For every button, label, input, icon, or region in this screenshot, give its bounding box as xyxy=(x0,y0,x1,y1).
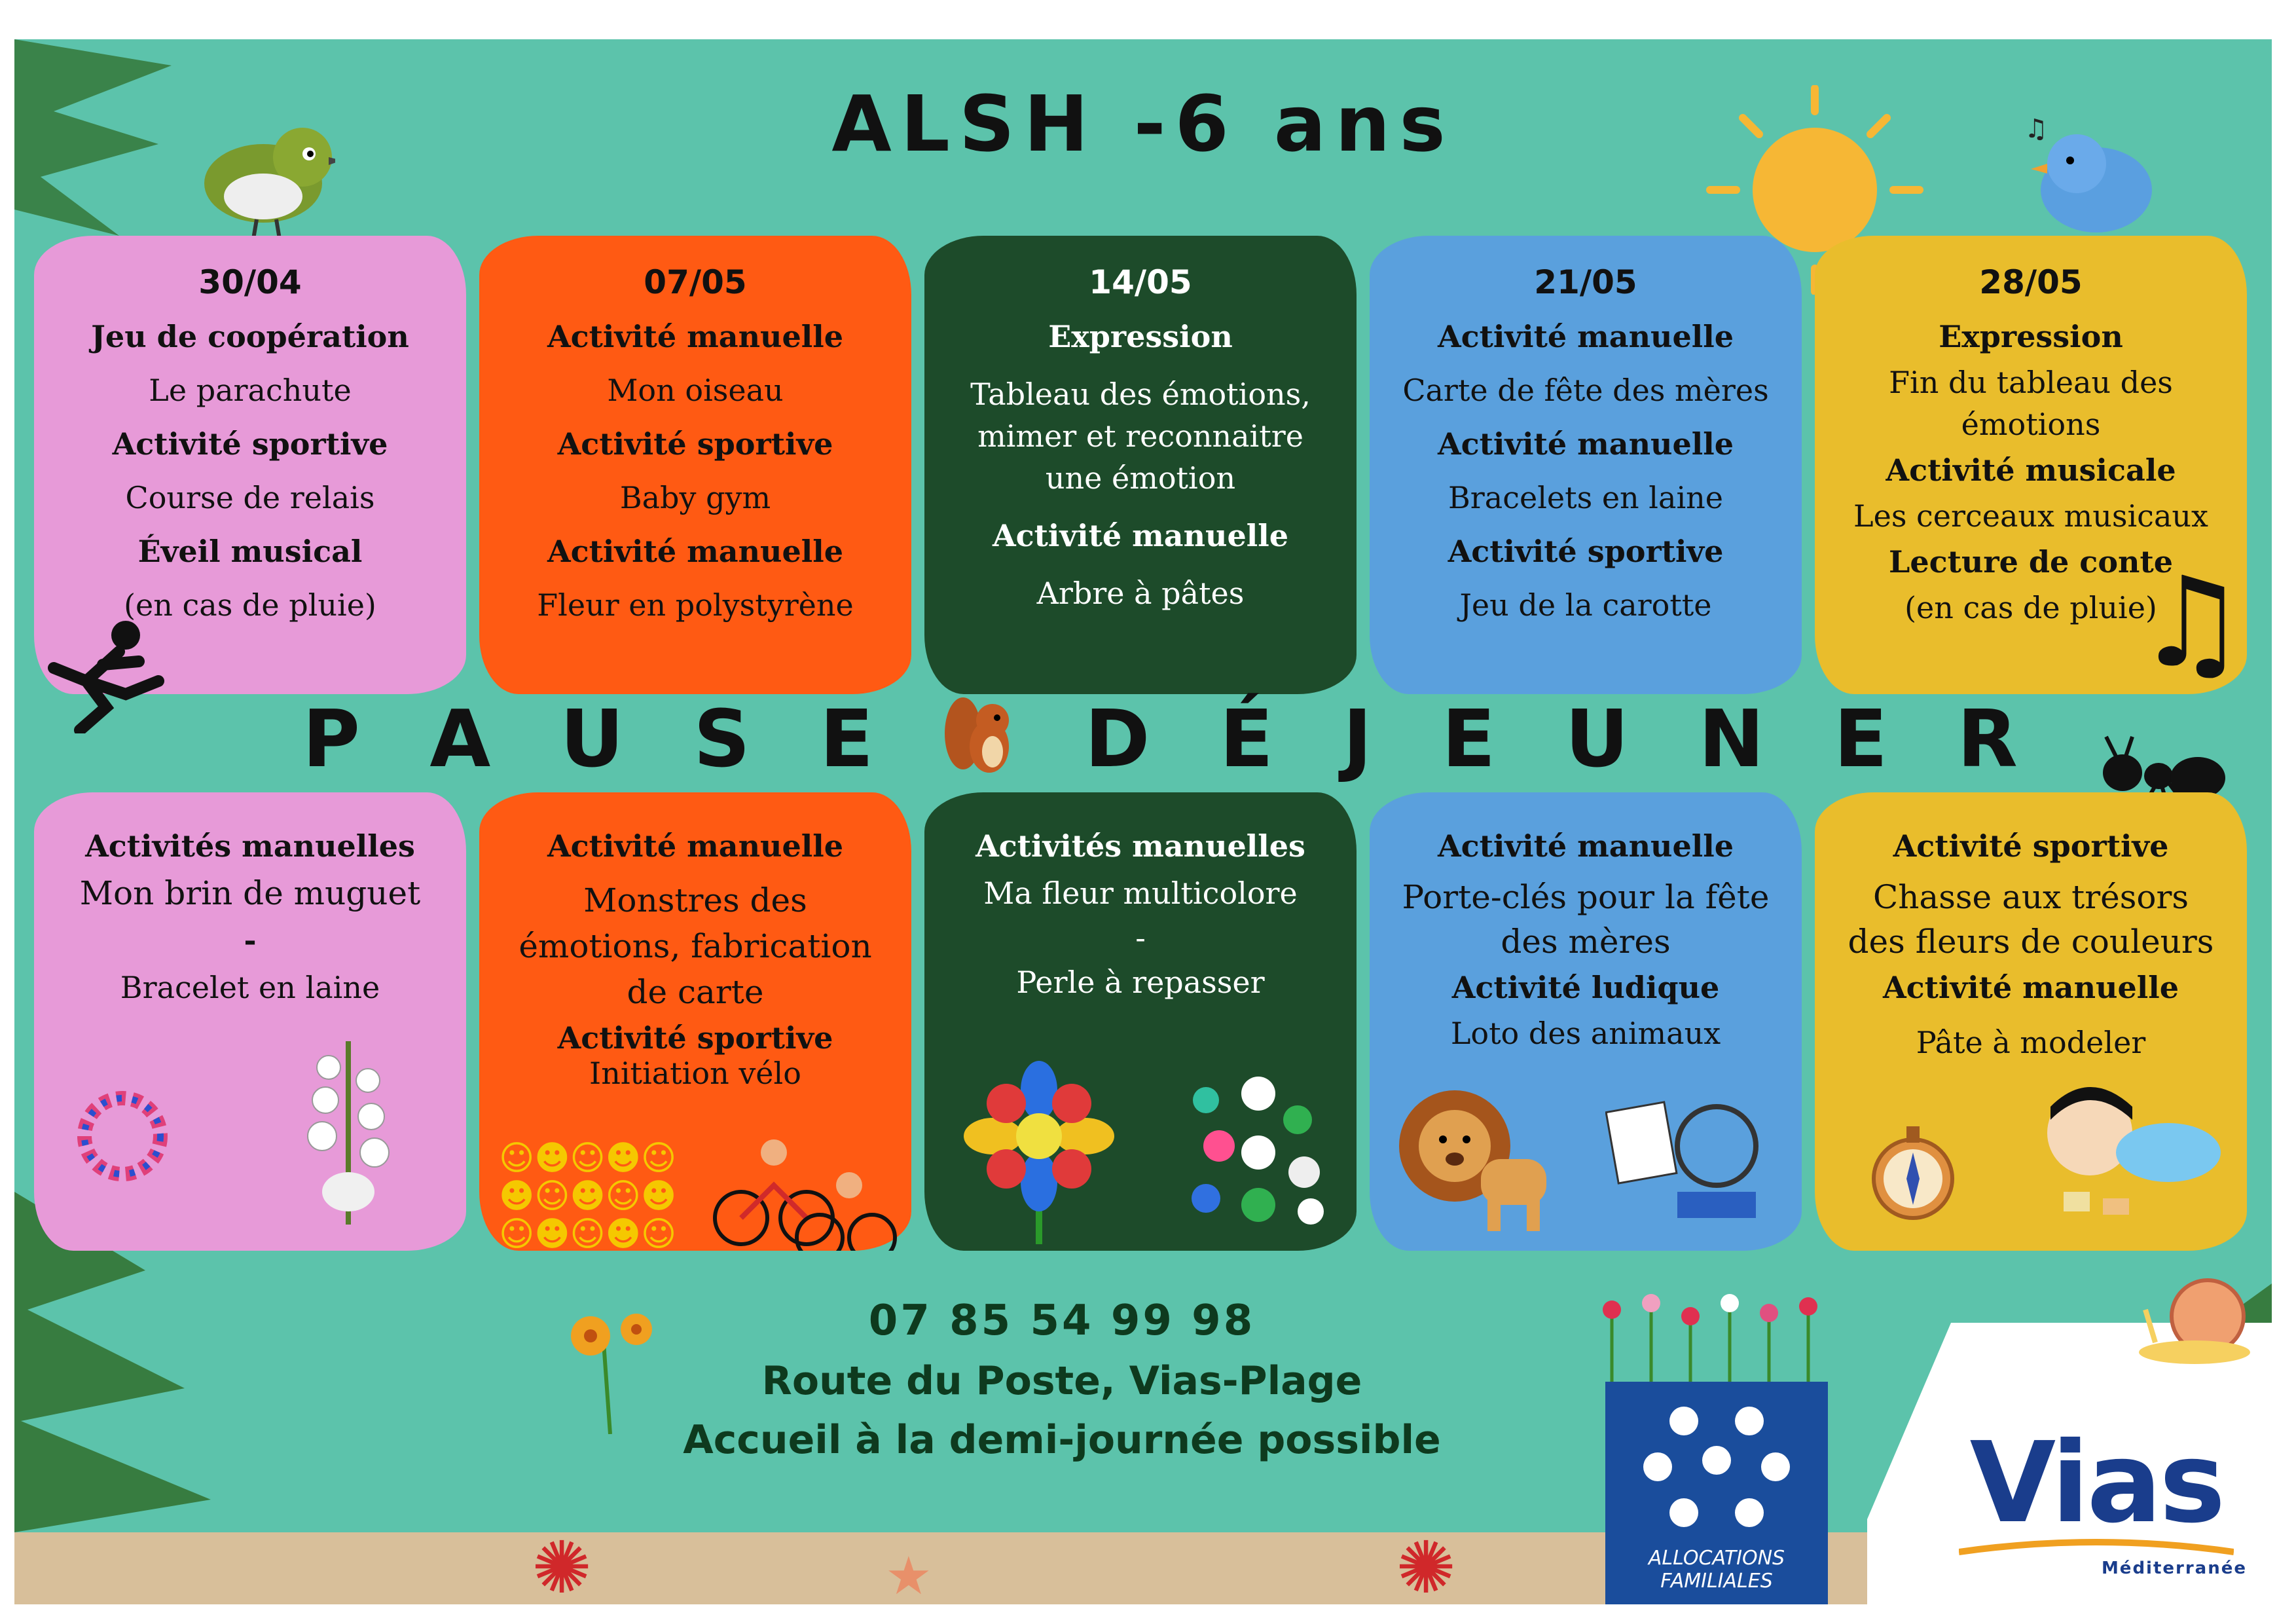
pause-letter: É xyxy=(1219,694,1273,785)
card-line: - xyxy=(244,923,257,958)
pause-letter: P xyxy=(302,694,360,785)
card-line: Les cerceaux musicaux xyxy=(1853,498,2208,534)
pause-letter: E xyxy=(820,694,874,785)
pause-letter: A xyxy=(429,694,491,785)
card-line: Baby gym xyxy=(619,480,771,515)
card-line: Fin du tableau des émotions xyxy=(1889,365,2173,442)
card-line: Activité manuelle xyxy=(1882,970,2179,1005)
card-line: - xyxy=(1135,920,1146,955)
card-line: Mon brin de muguet xyxy=(79,874,421,912)
card-line: Monstres des émotions, fabrication de carte xyxy=(519,881,872,1011)
card-line: Activité musicale xyxy=(1886,452,2176,488)
pause-letter: N xyxy=(1698,694,1764,785)
address: Route du Poste, Vias-Plage xyxy=(761,1358,1362,1404)
card-line: Arbre à pâtes xyxy=(1036,576,1245,611)
card-line: Bracelets en laine xyxy=(1448,480,1724,515)
card-afternoon-1 xyxy=(34,792,466,1251)
pause-letter: E xyxy=(1834,694,1888,785)
card-date: 07/05 xyxy=(644,263,747,301)
card-line: Activité sportive xyxy=(557,426,833,462)
card-line: Le parachute xyxy=(149,373,352,408)
card-14-05 xyxy=(924,236,1357,694)
card-07-05 xyxy=(479,236,911,694)
caf-figures-icon xyxy=(1605,1395,1828,1552)
bracelet-icon xyxy=(67,1080,178,1192)
card-line: Initiation vélo xyxy=(589,1056,801,1091)
card-line: Éveil musical xyxy=(137,534,363,569)
card-line: Bracelet en laine xyxy=(120,970,380,1005)
card-line: Pâte à modeler xyxy=(1916,1025,2146,1060)
card-line: Expression xyxy=(1939,319,2123,354)
vias-logo-subtitle: Méditerranée xyxy=(2101,1559,2247,1578)
card-line: Lecture de conte xyxy=(1889,544,2173,580)
card-line: Jeu de la carotte xyxy=(1459,587,1712,623)
caf-text: ALLOCATIONS FAMILIALES xyxy=(1648,1547,1785,1593)
poster xyxy=(14,39,2272,1604)
music-note-icon: ♫ xyxy=(2136,550,2248,695)
lion-icon xyxy=(1389,1080,1559,1238)
card-line: (en cas de pluie) xyxy=(124,587,376,623)
card-date: 28/05 xyxy=(1979,263,2083,301)
accueil-note: Accueil à la demi-journée possible xyxy=(683,1417,1441,1463)
pause-letter: U xyxy=(560,694,624,785)
card-21-05 xyxy=(1370,236,1802,694)
card-line: Activité ludique xyxy=(1451,970,1720,1005)
card-date: 21/05 xyxy=(1534,263,1637,301)
lily-of-the-valley-icon xyxy=(283,1028,414,1225)
card-line: Activités manuelles xyxy=(85,828,415,864)
pause-dejeuner-heading xyxy=(302,694,2018,798)
card-afternoon-3 xyxy=(924,792,1357,1251)
card-afternoon-2 xyxy=(479,792,911,1254)
card-line: Activité manuelle xyxy=(992,518,1288,553)
bingo-icon xyxy=(1605,1094,1762,1225)
card-line: Tableau des émotions, mimer et reconnaitre une émotion xyxy=(970,377,1311,496)
compass-icon xyxy=(1867,1120,1959,1225)
card-line: Activité manuelle xyxy=(1437,426,1734,462)
card-line: Porte-clés pour la fête des mères xyxy=(1402,878,1770,961)
squirrel-icon xyxy=(943,694,1015,798)
starfish-icon: ★ xyxy=(885,1545,932,1604)
bluebird-icon xyxy=(2018,111,2168,242)
card-line: Perle à repasser xyxy=(1016,965,1265,1000)
card-line: Activité sportive xyxy=(112,426,388,462)
pause-letter: J xyxy=(1343,694,1372,785)
card-line: Loto des animaux xyxy=(1450,1016,1721,1051)
contact-block xyxy=(604,1297,1520,1463)
card-line: Fleur en polystyrène xyxy=(537,587,854,623)
card-afternoon-5 xyxy=(1815,792,2247,1251)
crab-icon: ✺ xyxy=(532,1526,592,1604)
vias-logo-name: Vias xyxy=(1969,1418,2223,1548)
snail-icon xyxy=(2136,1270,2253,1369)
card-line: (en cas de pluie) xyxy=(1904,590,2157,625)
phone-number: 07 85 54 99 98 xyxy=(868,1297,1256,1345)
caf-logo xyxy=(1605,1382,1828,1604)
vias-logo xyxy=(1933,1418,2260,1578)
card-line: Mon oiseau xyxy=(607,373,784,408)
card-date: 30/04 xyxy=(198,263,302,301)
card-line: Activité manuelle xyxy=(547,828,843,864)
card-line: Expression xyxy=(1048,319,1233,354)
pause-letter: S xyxy=(693,694,750,785)
card-line: Activité manuelle xyxy=(1437,319,1734,354)
emoji-faces-icon: ☺☻☺☻☺ ☻☺☻☺☻ ☺☻☺☻☺ xyxy=(499,1139,677,1254)
page-title: ALSH -6 ans xyxy=(831,79,1455,169)
pause-letter: D xyxy=(1084,694,1150,785)
pause-letter: E xyxy=(1442,694,1496,785)
card-line: Activités manuelles xyxy=(975,828,1305,864)
runner-icon xyxy=(27,616,165,733)
card-line: Activité manuelle xyxy=(547,319,843,354)
bird-icon xyxy=(191,111,335,242)
flower-icon xyxy=(964,1061,1114,1244)
pause-letter: R xyxy=(1957,694,2018,785)
card-line: Chasse aux trésors des fleurs de couleurs xyxy=(1848,878,2214,961)
card-afternoon-4 xyxy=(1370,792,1802,1251)
card-line: Jeu de coopération xyxy=(91,319,409,354)
card-date: 14/05 xyxy=(1089,263,1192,301)
pause-letter: U xyxy=(1565,694,1629,785)
card-line: Activité manuelle xyxy=(547,534,843,569)
card-line: Activité sportive xyxy=(1448,534,1724,569)
svg-text:♫: ♫ xyxy=(2024,114,2048,144)
child-playdough-icon xyxy=(2037,1080,2227,1225)
card-line: Activité manuelle xyxy=(1437,828,1734,864)
card-line: Ma fleur multicolore xyxy=(983,876,1298,911)
flower-garden-icon xyxy=(1592,1283,1841,1382)
crab-icon: ✺ xyxy=(1396,1526,1457,1604)
beads-icon xyxy=(1180,1074,1330,1225)
bicycle-icon xyxy=(708,1126,898,1251)
card-line: Carte de fête des mères xyxy=(1402,373,1769,408)
card-line: Course de relais xyxy=(125,480,375,515)
card-line: Activité sportive xyxy=(1893,828,2169,864)
card-line: Activité sportive xyxy=(557,1020,833,1056)
